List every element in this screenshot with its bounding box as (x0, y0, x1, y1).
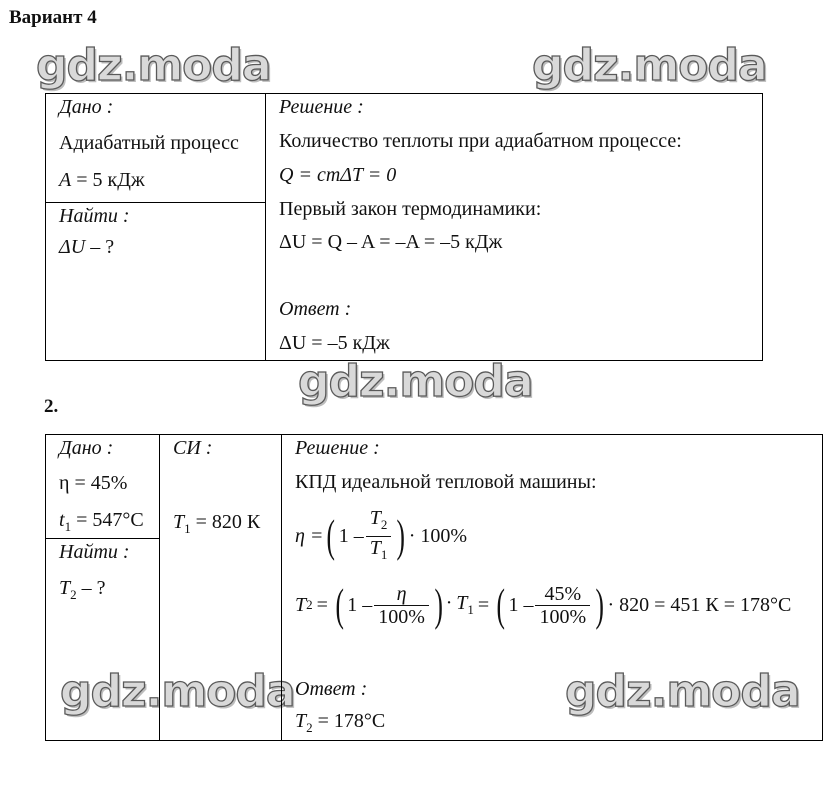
given-process: Адиабатный процесс (59, 132, 239, 154)
temperature-formula: T 2 = ( 1 – $\frac{\eta}{100\%}$ ) · $T_1$ = ( 1 – $\frac{45\%}{100\%}$ ) · 820 = 451 К = 178°C (295, 579, 792, 630)
watermark: gdz.moda (565, 666, 800, 717)
watermark: gdz.moda (36, 40, 271, 91)
given-label: Дано : (59, 437, 114, 459)
given-label: Дано : (59, 96, 114, 118)
table-divider (159, 434, 160, 740)
find-label: Найти : (59, 541, 130, 563)
answer-label: Ответ : (279, 298, 352, 320)
given-temperature: $t_1 = 547^\circ C$ (59, 509, 144, 534)
table-divider (45, 202, 265, 203)
si-value: $T_1 = 820$ К (173, 511, 261, 536)
page-title: Вариант 4 (9, 7, 97, 28)
solution-label: Решение : (279, 96, 364, 118)
solution-line: Количество теплоты при адиабатном процессе: (279, 130, 682, 152)
answer-label: Ответ : (295, 678, 368, 700)
efficiency-formula: η = ( 1 – $\frac{T_2}{T_1}$ ) · 100% (295, 508, 467, 564)
find-label: Найти : (59, 205, 130, 227)
table-divider (281, 434, 282, 740)
solution-line: Первый закон термодинамики: (279, 198, 542, 220)
given-efficiency: η = 45% (59, 472, 128, 494)
watermark: gdz.moda (532, 40, 767, 91)
watermark: gdz.moda (60, 666, 295, 717)
solution-formula: ΔU = Q – A = –A = –5 кДж (279, 231, 503, 253)
solution-label: Решение : (295, 437, 380, 459)
solution-formula: Q = cmΔT = 0 (279, 164, 397, 186)
answer-value: $T_2 = 178^\circ C$ (295, 710, 386, 735)
given-work: A = 5 кДж (59, 169, 145, 191)
solution-line: КПД идеальной тепловой машины: (295, 471, 597, 493)
find-value: ΔU – ? (59, 236, 115, 258)
table-divider (265, 93, 266, 360)
problem-number: 2. (44, 396, 59, 417)
find-value: $T_2$ – ? (59, 577, 106, 602)
table-divider (45, 538, 159, 539)
si-label: СИ : (173, 437, 213, 459)
watermark: gdz.moda (298, 356, 533, 407)
answer-value: ΔU = –5 кДж (279, 332, 390, 354)
